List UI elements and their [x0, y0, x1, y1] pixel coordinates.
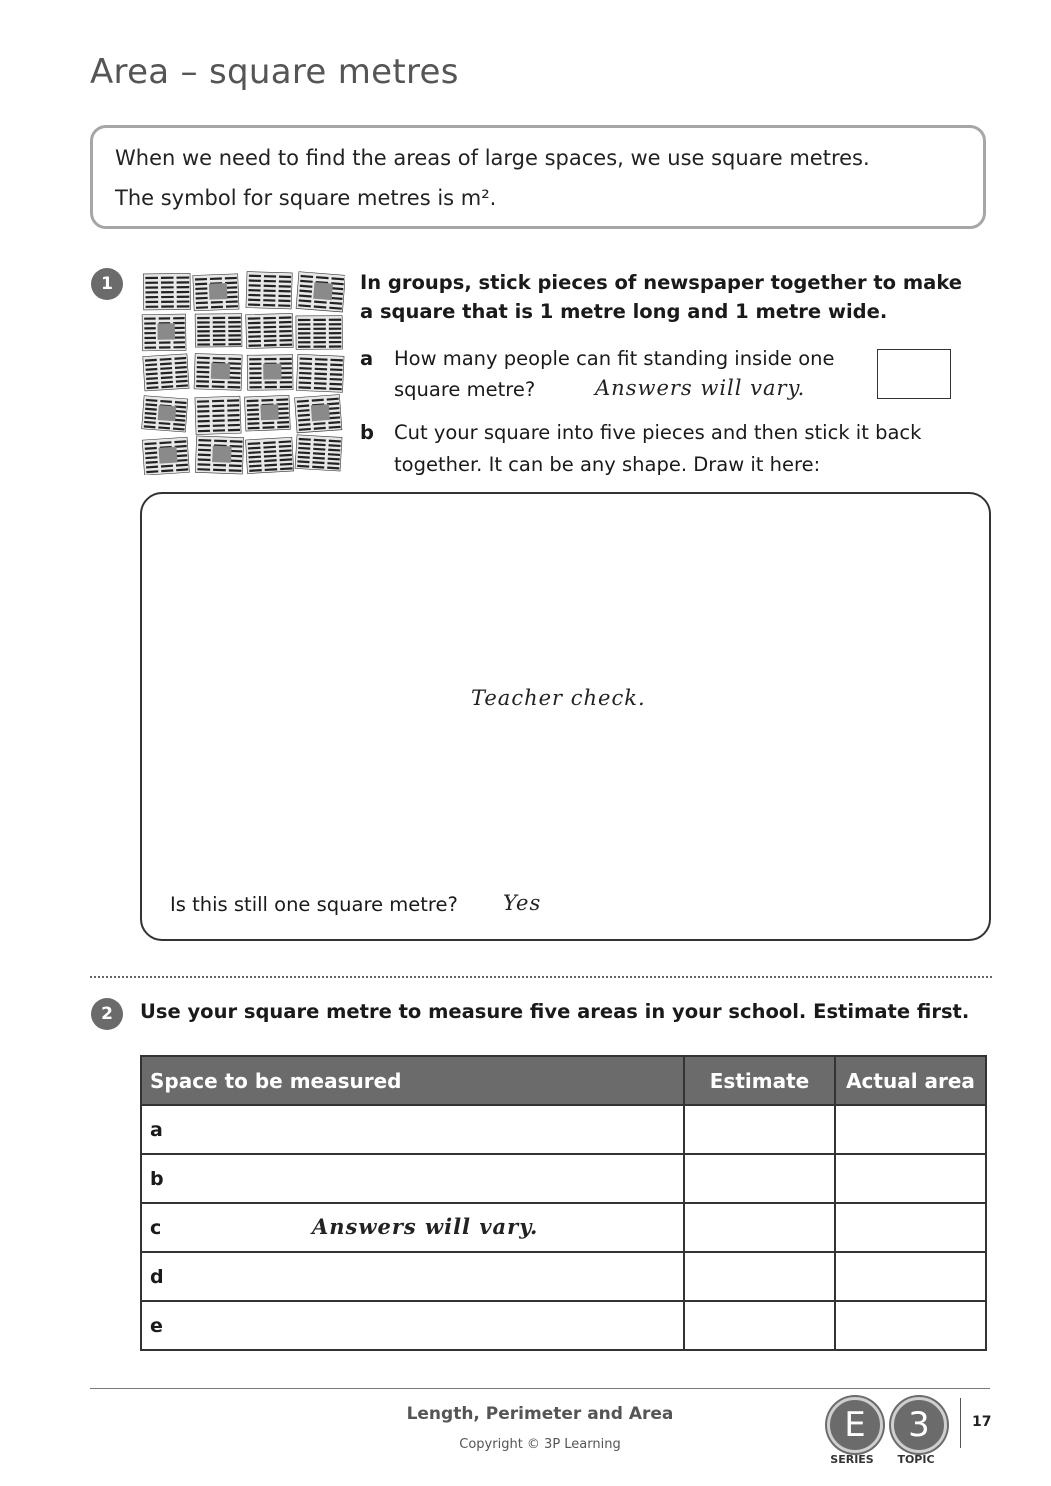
row-label: d — [141, 1252, 684, 1301]
series-label: SERIES — [830, 1453, 874, 1466]
table-row — [141, 1252, 986, 1301]
q1-heading-line-2: a square that is 1 metre long and 1 metre wide. — [360, 300, 888, 323]
estimate-cell[interactable] — [684, 1105, 835, 1154]
estimate-cell[interactable] — [684, 1301, 835, 1350]
actual-area-cell[interactable] — [835, 1301, 986, 1350]
header-actual-area: Actual area — [835, 1056, 986, 1105]
page-number-divider — [960, 1398, 961, 1448]
actual-area-cell[interactable] — [835, 1203, 986, 1252]
table-row — [141, 1105, 986, 1154]
q1a-line-2: square metre? — [394, 378, 536, 401]
drawing-answer: Teacher check. — [471, 686, 646, 710]
series-badge: E — [827, 1397, 883, 1453]
q1a-letter: a — [360, 347, 374, 370]
table-header-row — [141, 1056, 986, 1105]
row-label: e — [141, 1301, 684, 1350]
table-row — [141, 1203, 986, 1252]
intro-box — [90, 125, 986, 229]
q1b-line-1: Cut your square into five pieces and then stick it back — [394, 421, 922, 444]
still-square-answer: Yes — [503, 891, 542, 915]
row-label: b — [141, 1154, 684, 1203]
page-number: 17 — [972, 1414, 992, 1430]
topic-badge: 3 — [891, 1397, 947, 1453]
footer-divider — [90, 1388, 990, 1389]
measurement-table — [140, 1055, 987, 1351]
table-answer: Answers will vary. — [312, 1214, 539, 1239]
intro-line-1: When we need to find the areas of large spaces, we use square metres. — [115, 146, 870, 170]
q1-heading-line-1: In groups, stick pieces of newspaper together to make — [360, 271, 963, 294]
q1a-answer-box[interactable] — [877, 349, 951, 399]
actual-area-cell[interactable] — [835, 1105, 986, 1154]
estimate-cell[interactable] — [684, 1154, 835, 1203]
still-square-question: Is this still one square metre? — [170, 893, 458, 916]
table-row — [141, 1154, 986, 1203]
page-title: Area – square metres — [90, 52, 459, 92]
footer-title: Length, Perimeter and Area — [406, 1404, 674, 1424]
intro-line-2: The symbol for square metres is m². — [115, 186, 497, 210]
q2-heading: Use your square metre to measure five areas in your school. Estimate first. — [140, 1000, 970, 1023]
q1a-answer: Answers will vary. — [595, 376, 806, 400]
actual-area-cell[interactable] — [835, 1154, 986, 1203]
q1b-line-2: together. It can be any shape. Draw it here: — [394, 453, 821, 476]
estimate-cell[interactable] — [684, 1252, 835, 1301]
row-label: c Answers will vary. — [141, 1203, 684, 1252]
header-space: Space to be measured — [141, 1056, 684, 1105]
estimate-cell[interactable] — [684, 1203, 835, 1252]
footer-copyright: Copyright © 3P Learning — [459, 1437, 621, 1452]
question-2-number: 2 — [91, 998, 123, 1030]
drawing-area[interactable] — [140, 492, 991, 941]
header-estimate: Estimate — [684, 1056, 835, 1105]
row-label: a — [141, 1105, 684, 1154]
table-row — [141, 1301, 986, 1350]
q1b-letter: b — [360, 421, 374, 444]
q1a-line-1: How many people can fit standing inside one — [394, 347, 835, 370]
topic-label: TOPIC — [897, 1453, 935, 1466]
question-1-number: 1 — [91, 268, 123, 300]
newspaper-square-image — [140, 270, 345, 475]
actual-area-cell[interactable] — [835, 1252, 986, 1301]
section-separator — [90, 976, 992, 978]
